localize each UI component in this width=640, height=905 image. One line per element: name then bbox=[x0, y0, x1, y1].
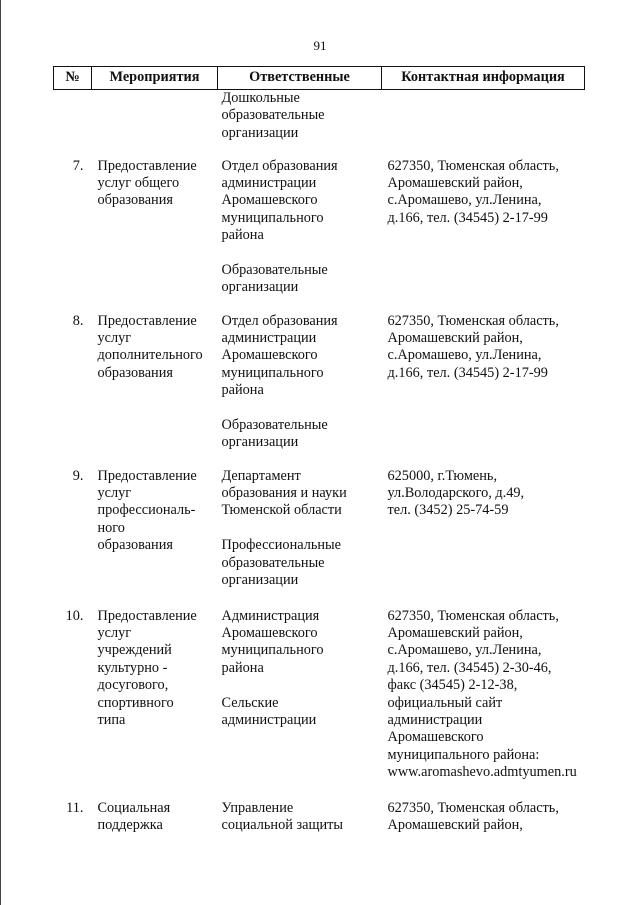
row-contact: 627350, Тюменская область, Аромашевский район, с.Аромашево, ул.Ленина, д.166, тел. (34545) 2-17-99 bbox=[387, 312, 559, 381]
row-number: 8. bbox=[72, 312, 84, 329]
header-num: № bbox=[54, 67, 92, 90]
header-contact: Контактная информация bbox=[382, 67, 585, 90]
row-number: 10. bbox=[65, 607, 84, 624]
row-contact bbox=[382, 90, 585, 158]
events-table bbox=[53, 66, 585, 840]
row-responsible: Администрация Аромашевского муниципального района Сельские администрации bbox=[221, 607, 324, 728]
row-contact: 627350, Тюменская область, Аромашевский район, bbox=[387, 799, 559, 833]
row-contact: 627350, Тюменская область, Аромашевский район, с.Аромашево, ул.Ленина, д.166, тел. (34545) 2-17-99 bbox=[387, 157, 559, 226]
page-edge-line bbox=[0, 0, 1, 905]
row-event: Социальная поддержка bbox=[97, 799, 171, 833]
row-number bbox=[54, 90, 92, 158]
row-event: Предоставление услуг учреждений культурно - досугового, спортивного типа bbox=[97, 607, 197, 728]
row-responsible: Управление социальной защиты bbox=[221, 799, 343, 833]
row-responsible: Отдел образования администрации Аромашевского муниципального района Образовательные организации bbox=[221, 157, 338, 296]
row-number: 9. bbox=[72, 467, 84, 484]
row-number: 11. bbox=[66, 799, 84, 816]
table-row bbox=[54, 158, 585, 313]
header-responsible: Ответственные bbox=[218, 67, 382, 90]
row-contact: 627350, Тюменская область, Аромашевский район, с.Аромашево, ул.Ленина, д.166, тел. (34545) 2-30-46, факс (34545) 2-12-38, официальный сайт администрации Аромашевского муниципального района: www.aromashevo.admtyumen.ru bbox=[387, 607, 577, 781]
row-event: Предоставление услуг профессиональ- ного образования bbox=[97, 467, 197, 554]
row-responsible: Дошкольные образовательные организации bbox=[221, 90, 325, 141]
header-event: Мероприятия bbox=[92, 67, 218, 90]
row-event: Предоставление услуг общего образования bbox=[97, 157, 197, 209]
row-responsible: Департамент образования и науки Тюменской области Профессиональные образовательные организации bbox=[221, 467, 347, 588]
row-event bbox=[92, 90, 218, 158]
table-row bbox=[54, 468, 585, 608]
page-number: 91 bbox=[313, 38, 327, 53]
table-row bbox=[54, 800, 585, 840]
table-row bbox=[54, 90, 585, 158]
table-row bbox=[54, 313, 585, 468]
table-header-row bbox=[54, 67, 585, 90]
row-responsible: Отдел образования администрации Аромашевского муниципального района Образовательные организации bbox=[221, 312, 338, 451]
row-number: 7. bbox=[72, 157, 84, 174]
row-event: Предоставление услуг дополнительного образования bbox=[97, 312, 203, 381]
row-contact: 625000, г.Тюмень, ул.Володарского, д.49, тел. (3452) 25-74-59 bbox=[387, 467, 525, 519]
table-row bbox=[54, 608, 585, 800]
